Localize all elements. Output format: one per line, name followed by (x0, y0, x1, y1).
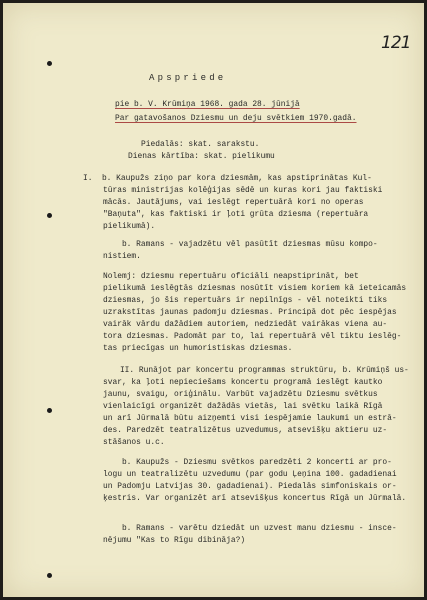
text-line: nistiem. (103, 252, 141, 261)
text-line: svar, ka ļoti nepieciešams koncertu programā ieslēgt kautko (103, 378, 383, 387)
text-line: vienlaicīgi organizēt dažādās vietās, lai svētku laikā Rīgā (103, 402, 383, 411)
text-line: I. b. Kaupužs ziņo par kora dziesmām, kas apstiprinātas Kul- (83, 174, 372, 183)
text-line: mācās. Jautājums, vai ieslēgt repertuārā kori no operas (103, 198, 364, 207)
text-line: II. Runājot par koncertu programmas struktūru, b. Krūmiņš us- (101, 366, 409, 375)
text-line: b. Kaupužs - Dziesmu svētkos paredzēti 2 koncerti ar pro- (103, 458, 392, 467)
text-line: tūras ministrijas kolēģijas sēdē un kuras kori jau faktiski (103, 186, 383, 195)
text-line: ķestris. Var organizēt arī atsevišķus koncertus Rīgā un Jūrmalā. (103, 494, 407, 503)
text-line: jaunu, svaigu, oriģinālu. Varbūt vajadzētu Dziesmu svētkus (103, 390, 378, 399)
text-line: vairāk vārdu dažādiem autoriem, nedziedāt vairākas viena au- (103, 320, 388, 329)
text-line: nējumu "Kas to Rīgu dibināja?) (103, 536, 246, 545)
text-line: tas priecīgas un humoristiskas dziesmas. (103, 344, 293, 353)
text-line: logu un teatralizētu uzvedumu (par godu Ļeņina 100. gadadienai (103, 470, 397, 479)
punch-hole (47, 573, 52, 578)
punch-hole (47, 408, 52, 413)
text-line: pielikumā). (103, 222, 156, 231)
text-line: dziesmas, jo šis repertuārs ir nepilnīgs - vēl noteikti tiks (103, 296, 388, 305)
text-line: Nolemj: dziesmu repertuāru oficiāli neapstiprināt, bet (103, 272, 359, 281)
text-line: un Padomju Latvijas 30. gadadienai). Piedalās simfoniskais or- (103, 482, 397, 491)
text-line: stāšanos u.c. (103, 438, 165, 447)
participants-line: Piedalās: skat. sarakstu. (141, 140, 260, 149)
document-page (3, 3, 424, 597)
document-title: Apspriede (149, 73, 227, 83)
text-line: "Baņuta", kas faktiski ir ļoti grūta dziesma (repertuāra (103, 210, 369, 219)
text-line: b. Ramans - vajadzētu vēl pasūtīt dziesmas mūsu kompo- (103, 240, 378, 249)
page-number: 121 (381, 33, 411, 53)
text-line: tora dziesmas. Padomāt par to, lai repertuārā vēl tiktu ieslēg- (103, 332, 402, 341)
punch-hole (47, 213, 52, 218)
topic-line: Par gatavošanos Dziesmu un deju svētkiem 1970.gadā. (115, 114, 357, 123)
meeting-line: pie b. V. Krūmiņa 1968. gada 28. jūnijā (115, 100, 300, 109)
text-line: des. Paredzēt teatralizētus uzvedumus, atsevišķu aktieru uz- (103, 426, 388, 435)
text-line: uzrakstītas jaunas padomju dziesmas. Principā dot pēc iespējas (103, 308, 397, 317)
text-line: b. Ramans - varētu dziedāt un uzvest manu dziesmu - insce- (103, 524, 397, 533)
punch-hole (47, 61, 52, 66)
text-line: pielikumā ieslēgtās dziesmas nosūtīt visiem koriem kā ieteicamās (103, 284, 407, 293)
agenda-line: Dienas kārtība: skat. pielikumu (128, 152, 275, 161)
text-line: un arī Jūrmalā būtu aizņemti visi iespējamie laukumi un estrā- (103, 414, 397, 423)
